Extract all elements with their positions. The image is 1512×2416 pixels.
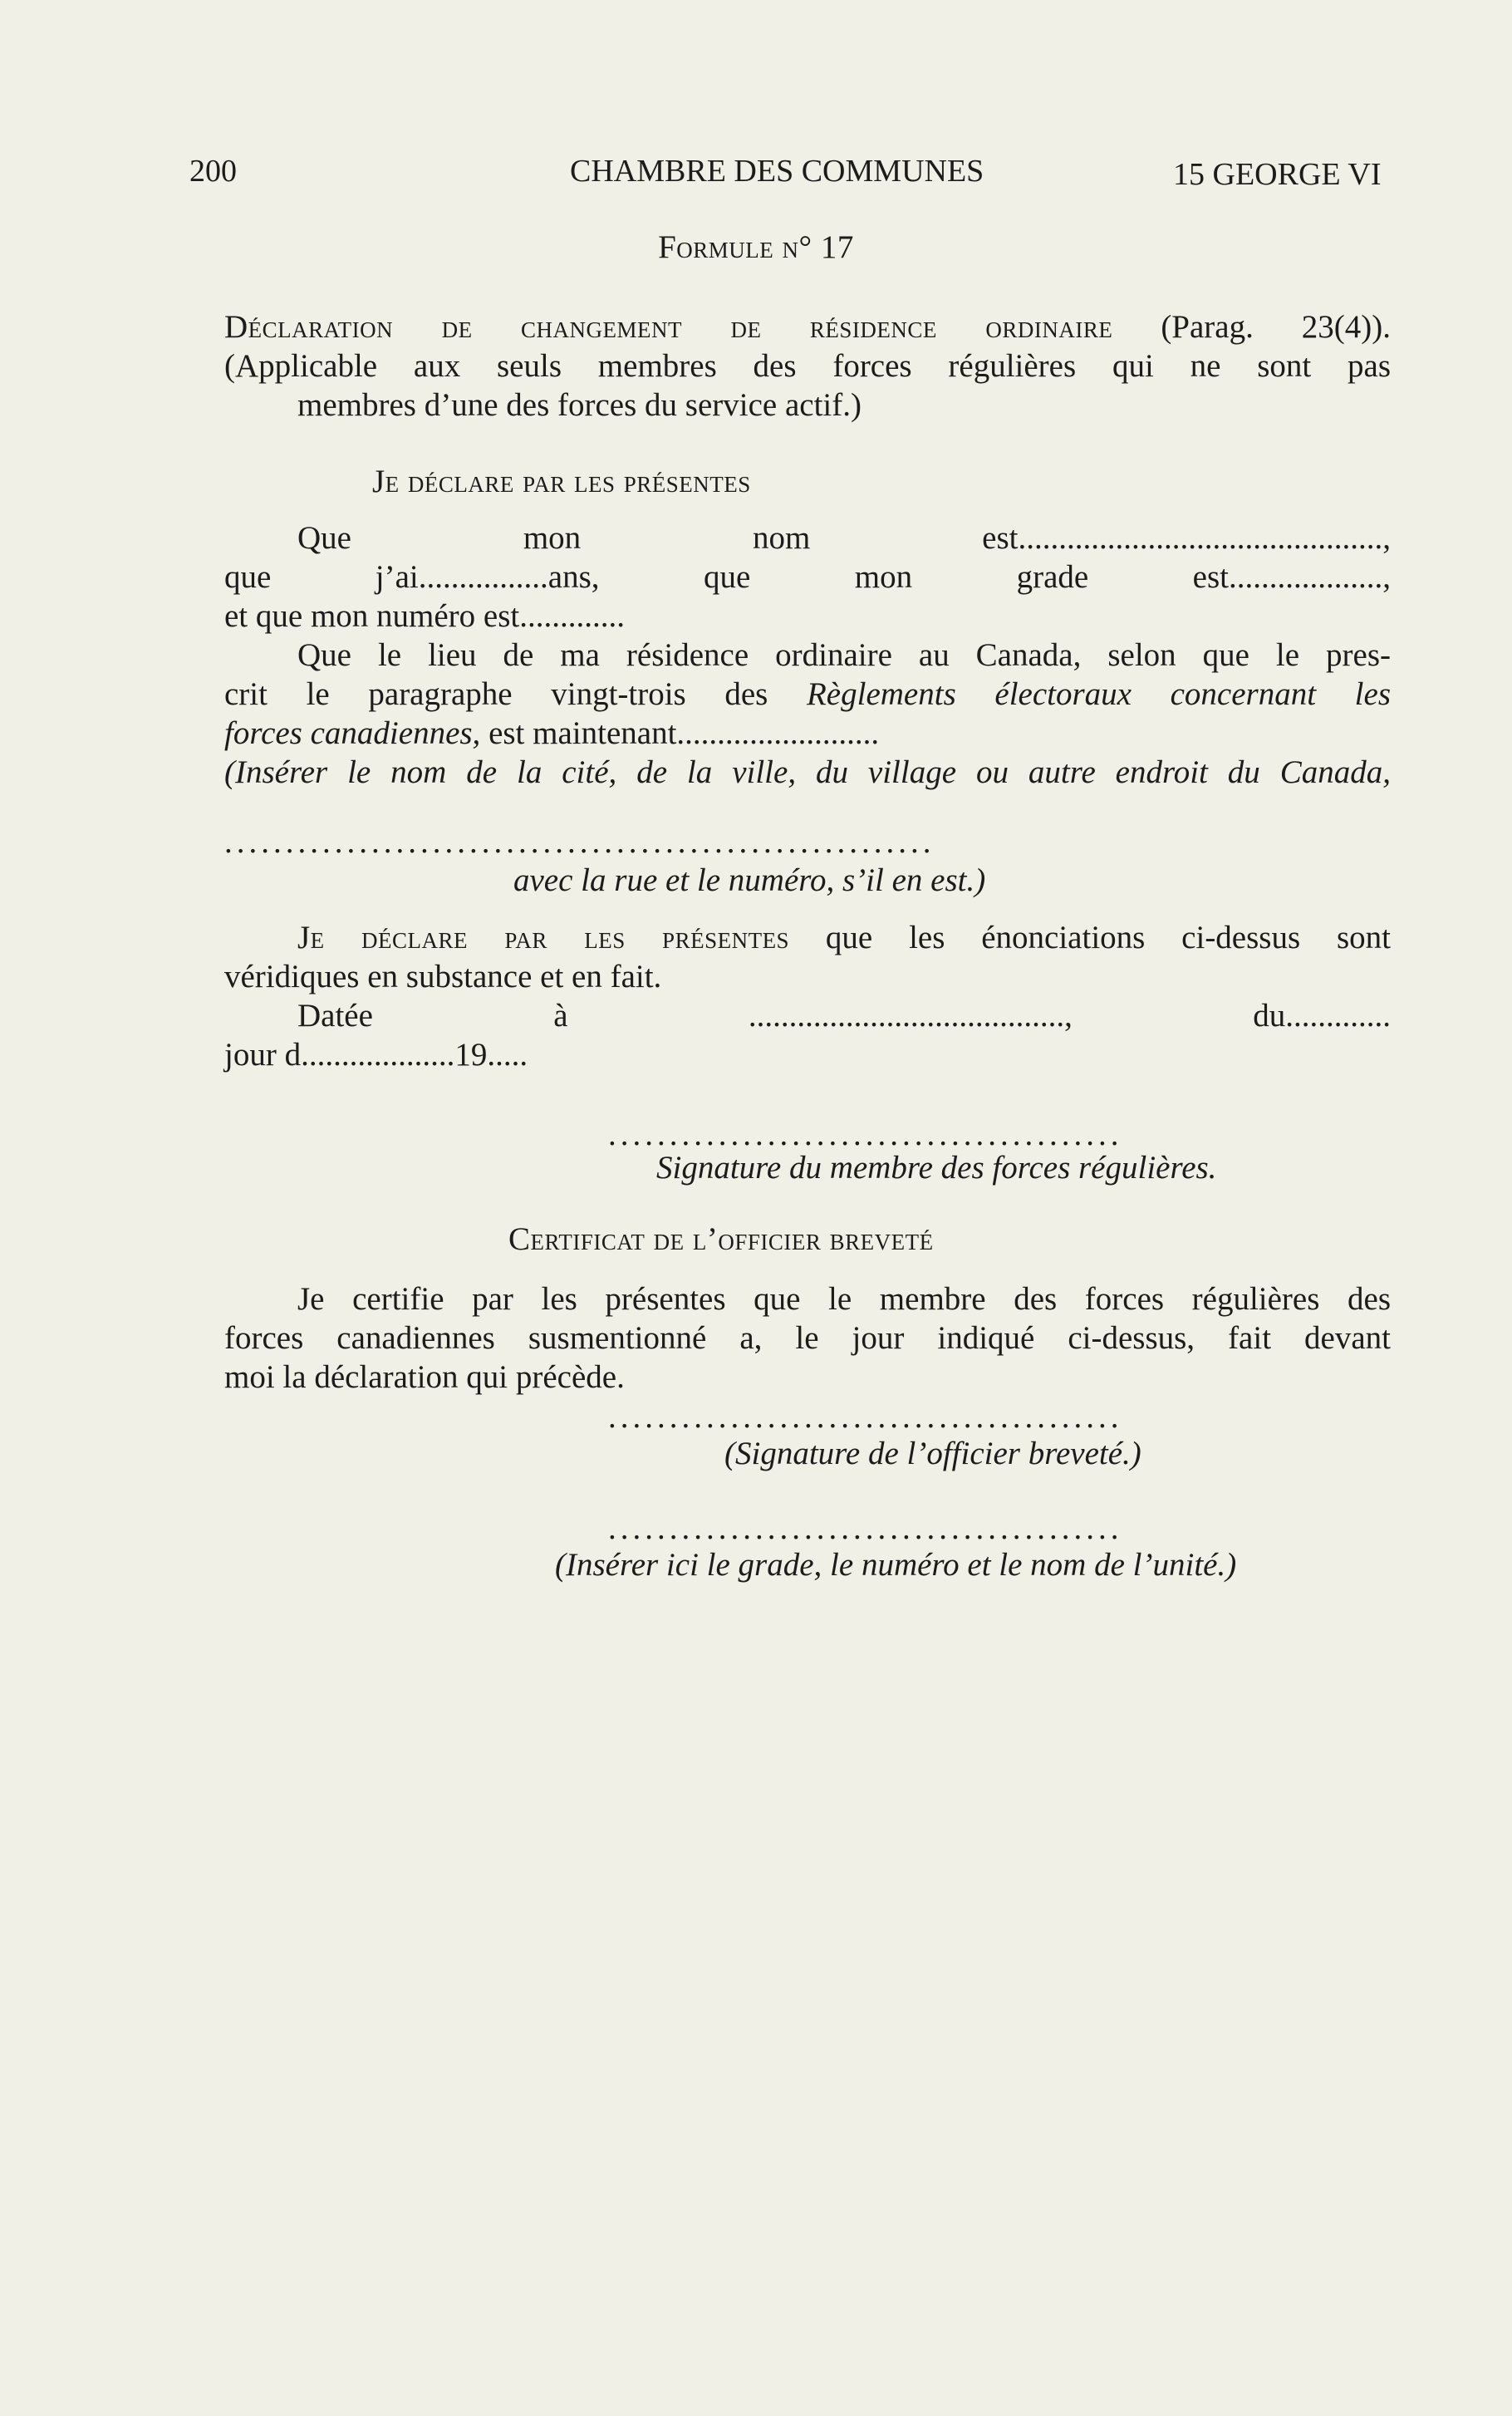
declaration-line-6	[224, 714, 879, 753]
page-number: 200	[189, 154, 237, 189]
declaration-line-3: et que mon numéro est.............	[224, 598, 625, 634]
regulations-title-cont: forces canadiennes,	[224, 715, 481, 751]
declaration-line-6-text: est maintenant.........................	[488, 715, 880, 751]
form-heading-line-3: membres d’une des forces du service actif.)	[297, 387, 862, 423]
officer-signature-dots: ..........................................	[608, 1399, 1123, 1435]
attestation-smallcaps: Je déclare par les présentes	[297, 920, 790, 955]
form-heading-reference: (Parag. 23(4)).	[1161, 309, 1392, 345]
attestation-line-4: jour d...................19.....	[224, 1037, 528, 1073]
attestation-line-1-text: que les énonciations ci-dessus sont	[825, 920, 1391, 955]
declaration-line-5	[224, 675, 1391, 714]
grade-instruction: (Insérer ici le grade, le numéro et le nom de l’unité.)	[555, 1547, 1237, 1583]
declaration-line-2: que j’ai................ans, que mon grade est...................,	[224, 559, 1391, 595]
form-heading-line-2: (Applicable aux seuls membres des forces régulières qui ne sont pas	[224, 348, 1391, 384]
form-heading-smallcaps: Déclaration de changement de résidence ordinaire	[224, 309, 1113, 345]
form-heading-line-1	[224, 307, 1391, 346]
attestation-line-2: véridiques en substance et en fait.	[224, 959, 662, 994]
declaration-instruction-2: avec la rue et le numéro, s’il en est.)	[513, 862, 986, 898]
running-title: CHAMBRE DES COMMUNES	[570, 154, 984, 189]
regnal-year: 15 GEORGE VI	[1173, 157, 1382, 192]
certificate-line-1: Je certifie par les présentes que le membre des forces régulières des	[297, 1281, 1391, 1317]
member-signature-dots: ..........................................	[608, 1117, 1123, 1152]
declaration-line-4: Que le lieu de ma résidence ordinaire au Canada, selon que le pres-	[297, 637, 1391, 673]
officer-signature-label: (Signature de l’officier breveté.)	[724, 1436, 1141, 1471]
address-dotted-line: ..........................................................	[224, 824, 935, 860]
certificate-line-2: forces canadiennes susmentionné a, le jour indiqué ci-dessus, fait devant	[224, 1320, 1391, 1356]
attestation-line-1	[297, 918, 1391, 957]
member-signature-label: Signature du membre des forces régulières.	[656, 1150, 1217, 1186]
declaration-intro: Je déclare par les présentes	[372, 464, 751, 499]
certificate-title: Certificat de l’officier breveté	[508, 1221, 934, 1257]
declaration-line-5-text: crit le paragraphe vingt-trois des	[224, 676, 768, 712]
attestation-line-3: Datée à ......................................., du.............	[297, 998, 1391, 1034]
form-title: Formule n° 17	[658, 229, 854, 265]
declaration-instruction-1: (Insérer le nom de la cité, de la ville, du village ou autre endroit du Canada,	[224, 754, 1391, 790]
grade-dots: ..........................................	[608, 1510, 1123, 1546]
declaration-line-1: Que mon nom est.............................................,	[297, 520, 1391, 556]
certificate-line-3: moi la déclaration qui précède.	[224, 1359, 625, 1395]
regulations-title: Règlements électoraux concernant les	[806, 676, 1392, 712]
